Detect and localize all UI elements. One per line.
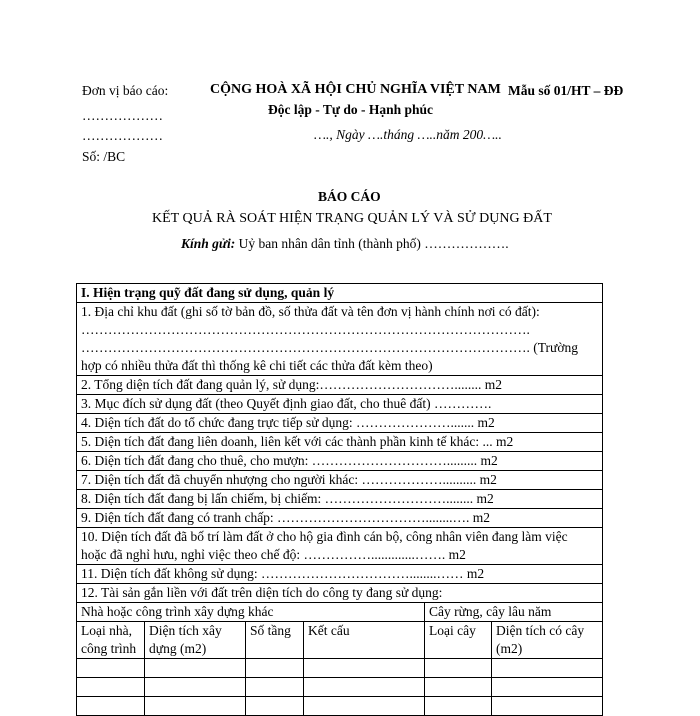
- reporting-unit-label: Đơn vị báo cáo:: [82, 83, 169, 98]
- item-10: 10. Diện tích đất đã bố trí làm đất ở cho hộ gia đình cán bộ, công nhân viên đang làm việc hoặc đã nghỉ hưu, nghỉ việc theo chế độ: …………….............……. m2: [77, 528, 603, 565]
- report-number: Số: /BC: [82, 149, 126, 164]
- item-7: 7. Diện tích đất đã chuyển nhượng cho người khác: ……………….......... m2: [77, 471, 603, 490]
- item-12: 12. Tài sản gắn liền với đất trên diện tích do công ty đang sử dụng:: [77, 584, 603, 603]
- recipient-label: Kính gửi:: [181, 236, 236, 251]
- item-4: 4. Diện tích đất do tổ chức đang trực tiếp sử dụng: …………………....... m2: [77, 414, 603, 433]
- item-3: 3. Mục đích sử dụng đất (theo Quyết định giao đất, cho thuê đất) ………….: [77, 395, 603, 414]
- recipient-text: Uỷ ban nhân dân tỉnh (thành phố) ……………….: [235, 236, 509, 251]
- col-tree-type: Loại cây: [425, 622, 492, 659]
- item-2: 2. Tổng diện tích đất đang quản lý, sử dụng:…………………………........ m2: [77, 376, 603, 395]
- item-9: 9. Diện tích đất đang có tranh chấp: ……………………………........…. m2: [77, 509, 603, 528]
- reporting-unit-dots-2: ………………: [82, 128, 163, 143]
- section-title: I. Hiện trạng quỹ đất đang sử dụng, quản lý: [77, 284, 603, 303]
- item-11: 11. Diện tích đất không sử dụng: ……………………………........…… m2: [77, 565, 603, 584]
- group-trees-header: Cây rừng, cây lâu năm: [425, 603, 603, 622]
- table-row: [77, 678, 603, 697]
- recipient-line: [181, 236, 509, 252]
- table-row: [77, 659, 603, 678]
- form-code: Mẫu số 01/HT – ĐĐ: [508, 83, 624, 98]
- col-tree-area: Diện tích có cây (m2): [492, 622, 603, 659]
- item-8: 8. Diện tích đất đang bị lấn chiếm, bị chiếm: ………………………........ m2: [77, 490, 603, 509]
- report-table: [76, 283, 603, 716]
- table-row: [77, 697, 603, 716]
- col-floors: Số tầng: [246, 622, 304, 659]
- document-subtitle: KẾT QUẢ RÀ SOÁT HIỆN TRẠNG QUẢN LÝ VÀ SỬ DỤNG ĐẤT: [152, 211, 552, 226]
- col-structure: Kết cấu: [304, 622, 425, 659]
- col-building-type: Loại nhà, công trình: [77, 622, 145, 659]
- col-building-area: Diện tích xây dựng (m2): [145, 622, 246, 659]
- group-buildings-header: Nhà hoặc công trình xây dựng khác: [77, 603, 425, 622]
- date-line: …., Ngày ….tháng …..năm 200…..: [314, 127, 502, 142]
- reporting-unit-dots-1: ………………: [82, 108, 163, 123]
- nation-title: CỘNG HOÀ XÃ HỘI CHỦ NGHĨA VIỆT NAM: [210, 82, 501, 97]
- national-motto: Độc lập - Tự do - Hạnh phúc: [268, 102, 434, 117]
- item-6: 6. Diện tích đất đang cho thuê, cho mượn: …………………………......... m2: [77, 452, 603, 471]
- document-title: BÁO CÁO: [318, 189, 381, 204]
- item-1: 1. Địa chỉ khu đất (ghi số tờ bản đồ, số thửa đất và tên đơn vị hành chính nơi có đất): ………………………………………………………………………………………. ………………………………………………………………………………………. (Trường hợp có nhiều thửa đất thì thống kê chi tiết các thửa đất kèm theo): [77, 303, 603, 376]
- item-5: 5. Diện tích đất đang liên doanh, liên kết với các thành phần kinh tế khác: ... m2: [77, 433, 603, 452]
